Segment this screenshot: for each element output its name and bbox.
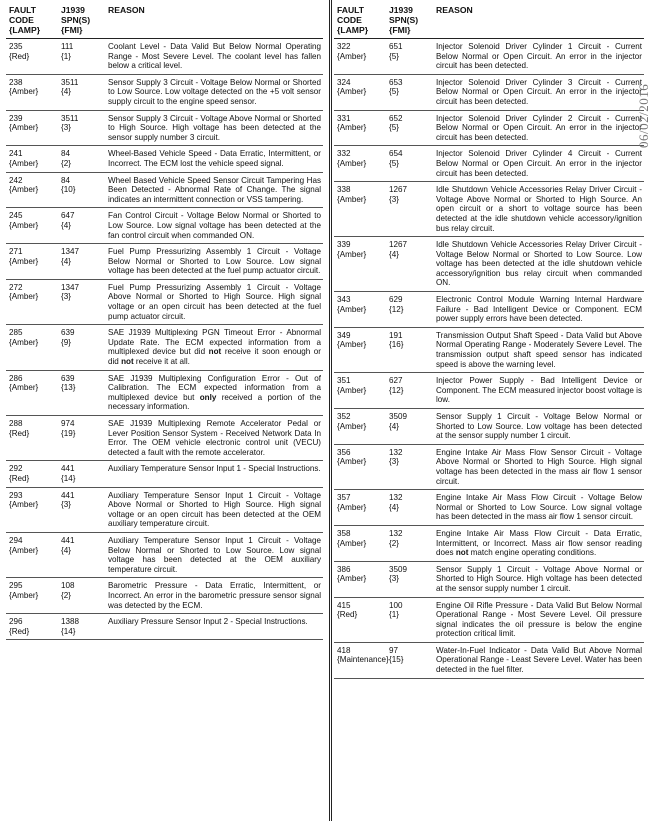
reason-cell: Injector Solenoid Driver Cylinder 2 Circuit - Current Below Normal or Open Circuit. An error in the injector circuit has been detected. <box>434 110 644 146</box>
fmi-value: {14} <box>61 626 76 636</box>
fmi-value: {16} <box>389 340 404 350</box>
reason-cell: Coolant Level - Data Valid But Below Normal Operating Range - Most Severe Level. The coolant level has fallen below a critical level. <box>106 39 323 75</box>
fault-code-cell <box>334 409 387 445</box>
fault-code: 272 <box>9 282 23 292</box>
spn-fmi-cell <box>59 370 106 415</box>
spn-fmi-cell <box>59 461 106 487</box>
lamp-color: {Red} <box>9 51 30 61</box>
spn-value: 111 <box>61 42 74 51</box>
table-row <box>6 532 323 577</box>
fault-code: 239 <box>9 113 23 123</box>
table-row <box>6 74 323 110</box>
fmi-value: {19} <box>61 428 76 438</box>
lamp-color: {Amber} <box>337 123 367 133</box>
header-fault-code: FAULT CODE {LAMP} <box>6 4 59 39</box>
spn-fmi-cell <box>59 325 106 370</box>
table-row <box>334 490 644 526</box>
spn-value: 1347 <box>61 282 80 292</box>
reason-cell: Sensor Supply 1 Circuit - Voltage Below Normal or Shorted to Low Source. Low voltage has been detected at the sensor supply number 1 circuit. <box>434 409 644 445</box>
fmi-value: {3} <box>389 457 399 467</box>
table-row <box>334 182 644 237</box>
spn-fmi-cell <box>387 597 434 642</box>
reason-text: SAE J1939 Multiplexing Configuration Error - Out of Calibration. The ECM expected information from a multiplexed device but <box>108 373 321 402</box>
reason-cell: Transmission Output Shaft Speed - Data Valid but Above Normal Operating Range - Moderately Severe Level. The transmission output shaft speed sensor has indicated speed is above the warning level. <box>434 327 644 372</box>
fault-code: 238 <box>9 77 23 87</box>
table-body-right <box>334 39 644 679</box>
fmi-value: {3} <box>389 574 399 584</box>
lamp-color: {Amber} <box>337 340 367 350</box>
reason-text: SAE J1939 Multiplexing PGN Timeout Error - Abnormal Update Rate. The ECM expected information from a multiplexed device but did <box>108 328 321 357</box>
fault-code: 331 <box>337 113 351 123</box>
spn-fmi-cell <box>59 146 106 172</box>
spn-value: 639 <box>61 328 75 338</box>
reason-text: receive it soon enough or did <box>108 347 322 367</box>
reason-cell: Fuel Pump Pressurizing Assembly 1 Circuit - Voltage Below Normal or Shorted to Low Source. Low signal voltage has been detected at the fuel pump actuator circuit. <box>106 244 323 280</box>
lamp-color: {Amber} <box>9 220 39 230</box>
table-row <box>334 525 644 561</box>
table-row <box>334 597 644 642</box>
spn-fmi-cell <box>59 74 106 110</box>
fmi-value: {2} <box>389 538 399 548</box>
center-divider <box>331 0 332 821</box>
lamp-color: {Amber} <box>9 158 39 168</box>
fault-code-cell <box>334 39 387 75</box>
spn-fmi-cell <box>387 490 434 526</box>
table-row <box>6 208 323 244</box>
reason-cell: Engine Oil Rifle Pressure - Data Valid But Below Normal Operational Range - Most Severe Level. Oil pressure signal indicates the oil pressure is below the engine protection critical limit. <box>434 597 644 642</box>
fault-code: 245 <box>9 211 23 221</box>
fault-code-cell <box>6 578 59 614</box>
lamp-color: {Amber} <box>9 87 39 97</box>
fmi-value: {5} <box>389 123 399 133</box>
table-row <box>6 325 323 370</box>
spn-value: 647 <box>61 211 75 221</box>
header-reason: REASON <box>434 4 644 39</box>
spn-fmi-cell <box>387 39 434 75</box>
table-row <box>334 237 644 292</box>
spn-fmi-cell <box>59 244 106 280</box>
spn-fmi-cell <box>387 110 434 146</box>
fault-code: 271 <box>9 247 23 257</box>
lamp-color: {Amber} <box>337 502 367 512</box>
spn-value: 97 <box>389 645 399 655</box>
fault-code-cell <box>6 39 59 75</box>
spn-fmi-cell <box>59 172 106 208</box>
fmi-value: {3} <box>389 194 399 204</box>
fmi-value: {14} <box>61 473 76 483</box>
fmi-value: {9} <box>61 337 71 347</box>
table-row <box>6 461 323 487</box>
fault-code: 322 <box>337 42 351 51</box>
fault-code-cell <box>334 525 387 561</box>
spn-value: 441 <box>61 490 75 500</box>
reason-cell <box>434 525 644 561</box>
fault-code-cell <box>6 461 59 487</box>
fault-code-cell <box>6 74 59 110</box>
fault-code-cell <box>334 146 387 182</box>
table-row <box>334 642 644 678</box>
table-row <box>6 416 323 461</box>
fault-code: 338 <box>337 185 351 195</box>
fmi-value: {4} <box>389 249 399 259</box>
spn-fmi-cell <box>59 110 106 146</box>
spn-value: 1267 <box>389 240 408 250</box>
fault-code: 356 <box>337 447 351 457</box>
reason-text: receive it at all. <box>133 357 190 367</box>
fault-code: 357 <box>337 493 351 503</box>
table-row <box>6 279 323 324</box>
fmi-value: {1} <box>389 610 399 620</box>
spn-value: 1347 <box>61 247 80 257</box>
spn-fmi-cell <box>59 578 106 614</box>
fault-code-cell <box>334 327 387 372</box>
reason-text: Engine Intake Air Mass Flow Circuit - Data Erratic, Intermittent, or Incorrect. Mass air flow sensor reading does <box>436 528 642 558</box>
fault-code: 418 <box>337 645 351 655</box>
lamp-color: {Amber} <box>337 249 367 259</box>
fault-code-cell <box>6 325 59 370</box>
fault-code-cell <box>6 172 59 208</box>
date-stamp: 06/02/2016 <box>636 83 651 148</box>
fault-code: 295 <box>9 581 23 591</box>
fault-code: 349 <box>337 330 351 340</box>
table-row <box>334 409 644 445</box>
spn-fmi-cell <box>59 614 106 640</box>
spn-value: 627 <box>389 376 403 386</box>
spn-fmi-cell <box>387 182 434 237</box>
fmi-value: {2} <box>61 590 71 600</box>
spn-value: 100 <box>389 600 403 610</box>
fault-code-cell <box>6 146 59 172</box>
fault-code-cell <box>6 208 59 244</box>
fault-code-cell <box>334 237 387 292</box>
spn-fmi-cell <box>387 146 434 182</box>
fault-code: 285 <box>9 328 23 338</box>
spn-value: 3511 <box>61 77 79 87</box>
spn-fmi-cell <box>59 416 106 461</box>
fault-code-cell <box>6 244 59 280</box>
spn-value: 651 <box>389 42 403 51</box>
lamp-color: {Amber} <box>9 292 39 302</box>
fault-code-cell <box>6 487 59 532</box>
fault-code-cell <box>334 642 387 678</box>
fault-code-cell <box>334 490 387 526</box>
lamp-color: {Amber} <box>337 194 367 204</box>
left-column <box>6 4 323 640</box>
right-column <box>334 4 644 679</box>
fault-code: 296 <box>9 617 23 627</box>
table-row <box>334 74 644 110</box>
fault-code: 242 <box>9 175 23 185</box>
reason-cell: Fuel Pump Pressurizing Assembly 1 Circuit - Voltage Above Normal or Shorted to High Source. High signal voltage or an open circuit has been detected at the fuel pump actuator circuit. <box>106 279 323 324</box>
lamp-color: {Amber} <box>9 337 39 347</box>
reason-cell: Idle Shutdown Vehicle Accessories Relay Driver Circuit - Voltage Below Normal or Shorted to Low Source. Low voltage has been detected at the idle shutdown vehicle accessory/ignition bus relay circuit when commanded ON. <box>434 237 644 292</box>
fault-code-cell <box>334 373 387 409</box>
reason-cell: Auxiliary Pressure Sensor Input 2 - Special Instructions. <box>106 614 323 640</box>
fmi-value: {4} <box>61 87 71 97</box>
table-row <box>6 614 323 640</box>
spn-fmi-cell <box>59 279 106 324</box>
reason-cell: Injector Power Supply - Bad Intelligent Device or Component. The ECM measured injector boost voltage is low. <box>434 373 644 409</box>
reason-cell: Injector Solenoid Driver Cylinder 4 Circuit - Current Below Normal or Open Circuit. An error in the injector circuit has been detected. <box>434 146 644 182</box>
lamp-color: {Amber} <box>9 123 39 133</box>
fmi-value: {12} <box>389 385 404 395</box>
table-row <box>334 146 644 182</box>
spn-fmi-cell <box>387 525 434 561</box>
reason-cell: Electronic Control Module Warning Internal Hardware Failure - Bad Intelligent Device or Component. ECM power supply errors have been detected. <box>434 292 644 328</box>
fault-code: 286 <box>9 373 23 383</box>
fmi-value: {3} <box>61 123 71 133</box>
spn-fmi-cell <box>387 444 434 489</box>
lamp-color: {Amber} <box>337 457 367 467</box>
fmi-value: {5} <box>389 87 399 97</box>
spn-fmi-cell <box>387 292 434 328</box>
table-row <box>6 370 323 415</box>
lamp-color: {Amber} <box>337 87 367 97</box>
fmi-value: {10} <box>61 185 76 195</box>
fault-code-cell <box>6 416 59 461</box>
fmi-value: {5} <box>389 51 399 61</box>
fmi-value: {4} <box>389 421 399 431</box>
lamp-color: {Red} <box>337 610 358 620</box>
emphasis-text: only <box>199 392 217 402</box>
spn-value: 132 <box>389 493 403 503</box>
fault-code: 288 <box>9 419 23 428</box>
fault-code: 294 <box>9 535 23 545</box>
fault-code-table-right <box>334 4 644 679</box>
fault-code-cell <box>6 532 59 577</box>
fault-code: 352 <box>337 412 351 421</box>
reason-cell: SAE J1939 Multiplexing Remote Accelerator Pedal or Lever Position Sensor System - Received Network Data In Error. The OEM vehicle electronic control unit (VECU) detected a fault with the remote accelerator. <box>106 416 323 461</box>
lamp-color: {Amber} <box>337 304 367 314</box>
center-divider <box>329 0 330 821</box>
table-header-row <box>6 4 323 39</box>
fmi-value: {4} <box>61 545 71 555</box>
spn-value: 191 <box>389 330 403 340</box>
fault-code: 292 <box>9 464 23 474</box>
spn-value: 629 <box>389 295 403 305</box>
fault-code: 293 <box>9 490 23 500</box>
reason-cell: Auxiliary Temperature Sensor Input 1 Circuit - Voltage Below Normal or Shorted to Low Source. Low signal voltage has been detected at the OEM auxiliary temperature circuit. <box>106 532 323 577</box>
table-row <box>6 146 323 172</box>
table-row <box>6 244 323 280</box>
spn-fmi-cell <box>387 409 434 445</box>
table-row <box>334 327 644 372</box>
lamp-color: {Amber} <box>337 385 367 395</box>
spn-fmi-cell <box>387 642 434 678</box>
spn-fmi-cell <box>59 208 106 244</box>
fault-code-cell <box>6 370 59 415</box>
emphasis-text: not <box>208 347 222 357</box>
lamp-color: {Red} <box>9 473 30 483</box>
table-row <box>334 110 644 146</box>
fmi-value: {12} <box>389 304 404 314</box>
table-row <box>334 444 644 489</box>
fmi-value: {4} <box>61 220 71 230</box>
table-row <box>334 39 644 75</box>
spn-value: 639 <box>61 373 75 383</box>
fault-code: 351 <box>337 376 351 386</box>
lamp-color: {Maintenance} <box>337 655 389 665</box>
fmi-value: {4} <box>61 256 71 266</box>
reason-cell: Wheel-Based Vehicle Speed - Data Erratic, Intermittent, or Incorrect. The ECM lost the vehicle speed signal. <box>106 146 323 172</box>
lamp-color: {Amber} <box>337 421 367 431</box>
lamp-color: {Amber} <box>337 574 367 584</box>
fault-code-cell <box>334 292 387 328</box>
fmi-value: {2} <box>61 158 71 168</box>
spn-value: 653 <box>389 77 403 87</box>
fault-code: 324 <box>337 77 351 87</box>
emphasis-text: not <box>455 548 469 558</box>
table-row <box>334 373 644 409</box>
reason-cell: Water-In-Fuel Indicator - Data Valid But Above Normal Operational Range - Least Severe Level. Water has been detected in the fuel filter. <box>434 642 644 678</box>
spn-value: 652 <box>389 113 403 123</box>
table-row <box>6 110 323 146</box>
spn-value: 84 <box>61 149 71 159</box>
table-header-row <box>334 4 644 39</box>
table-row <box>334 292 644 328</box>
fault-code-cell <box>334 597 387 642</box>
fault-code: 386 <box>337 564 351 574</box>
fault-code-cell <box>6 614 59 640</box>
spn-value: 3511 <box>61 113 79 123</box>
spn-value: 441 <box>61 535 75 545</box>
fault-code-cell <box>334 444 387 489</box>
emphasis-text: not <box>121 357 134 367</box>
spn-fmi-cell <box>387 237 434 292</box>
spn-value: 108 <box>61 581 75 591</box>
reason-cell: Auxiliary Temperature Sensor Input 1 - Special Instructions. <box>106 461 323 487</box>
fault-code: 241 <box>9 149 23 159</box>
fault-code: 235 <box>9 42 23 51</box>
reason-cell: Injector Solenoid Driver Cylinder 3 Circuit - Current Below Normal or Open Circuit. An error in the injector circuit has been detected. <box>434 74 644 110</box>
spn-fmi-cell <box>59 532 106 577</box>
reason-text: received a portion of the necessary information. <box>108 392 321 412</box>
reason-cell: Sensor Supply 3 Circuit - Voltage Above Normal or Shorted to High Source. High voltage has been detected at the sensor supply number 3 circuit. <box>106 110 323 146</box>
reason-text: match engine operating conditions. <box>468 548 597 558</box>
spn-fmi-cell <box>59 39 106 75</box>
fault-code: 339 <box>337 240 351 250</box>
spn-fmi-cell <box>387 327 434 372</box>
spn-value: 3509 <box>389 564 408 574</box>
table-row <box>6 39 323 75</box>
table-row <box>6 487 323 532</box>
spn-fmi-cell <box>387 74 434 110</box>
spn-value: 654 <box>389 149 403 159</box>
reason-cell: Injector Solenoid Driver Cylinder 1 Circuit - Current Below Normal or Open Circuit. An error in the injector circuit has been detected. <box>434 39 644 75</box>
spn-fmi-cell <box>387 561 434 597</box>
spn-value: 3509 <box>389 412 408 421</box>
spn-value: 132 <box>389 528 403 538</box>
lamp-color: {Amber} <box>9 185 39 195</box>
spn-value: 441 <box>61 464 75 474</box>
lamp-color: {Amber} <box>9 545 39 555</box>
reason-cell <box>106 370 323 415</box>
reason-cell: Auxiliary Temperature Sensor Input 1 Circuit - Voltage Above Normal or Shorted to High Source. High signal voltage or an open circuit has been detected at the OEM auxiliary temperature circuit. <box>106 487 323 532</box>
spn-value: 974 <box>61 419 75 428</box>
header-fault-code: FAULT CODE {LAMP} <box>334 4 387 39</box>
spn-value: 1388 <box>61 617 80 627</box>
reason-cell: Fan Control Circuit - Voltage Below Normal or Shorted to Low Source. Low signal voltage has been detected at the fan control circuit when commanded ON. <box>106 208 323 244</box>
reason-cell: Sensor Supply 3 Circuit - Voltage Below Normal or Shorted to Low Source. Low voltage detected on the +5 volt sensor supply circuit to the engine speed sensor. <box>106 74 323 110</box>
reason-cell: Engine Intake Air Mass Flow Sensor Circuit - Voltage Above Normal or Shorted to High Source. High signal voltage has been detected in the mass air flow 1 sensor circuit. <box>434 444 644 489</box>
lamp-color: {Amber} <box>337 51 367 61</box>
fmi-value: {3} <box>61 292 71 302</box>
reason-cell: Idle Shutdown Vehicle Accessories Relay Driver Circuit - Voltage Above Normal or Shorted to High Source. An open circuit or a short to voltage source has been detected at the idle shutdown vehicle accessory/ignition bus relay circuit. <box>434 182 644 237</box>
fault-code-cell <box>334 74 387 110</box>
reason-cell: Sensor Supply 1 Circuit - Voltage Above Normal or Shorted to High Source. High voltage has been detected at the sensor supply number 1 circuit. <box>434 561 644 597</box>
fmi-value: {1} <box>61 51 71 61</box>
fault-code-cell <box>6 279 59 324</box>
header-reason: REASON <box>106 4 323 39</box>
spn-fmi-cell <box>387 373 434 409</box>
fmi-value: {3} <box>61 500 71 510</box>
table-body-left <box>6 39 323 640</box>
lamp-color: {Red} <box>9 428 30 438</box>
spn-value: 132 <box>389 447 403 457</box>
table-row <box>6 172 323 208</box>
reason-cell: Wheel Based Vehicle Speed Sensor Circuit Tampering Has Been Detected - Abnormal Rate of Change. The signal indicates an intermittent connection or VSS tampering. <box>106 172 323 208</box>
fault-code-table-left <box>6 4 323 640</box>
fault-code-cell <box>334 110 387 146</box>
fmi-value: {15} <box>389 655 404 665</box>
lamp-color: {Amber} <box>337 158 367 168</box>
spn-value: 84 <box>61 175 71 185</box>
lamp-color: {Amber} <box>9 256 39 266</box>
table-row <box>6 578 323 614</box>
fmi-value: {4} <box>389 502 399 512</box>
lamp-color: {Amber} <box>9 590 39 600</box>
table-row <box>334 561 644 597</box>
fmi-value: {13} <box>61 383 76 393</box>
header-spn-fmi: J1939 SPN(S) {FMI} <box>59 4 106 39</box>
fault-code: 343 <box>337 295 351 305</box>
fault-code-cell <box>6 110 59 146</box>
lamp-color: {Amber} <box>9 500 39 510</box>
reason-cell <box>106 325 323 370</box>
fault-code: 358 <box>337 528 351 538</box>
fault-code: 332 <box>337 149 351 159</box>
lamp-color: {Amber} <box>337 538 367 548</box>
fault-code-cell <box>334 182 387 237</box>
fmi-value: {5} <box>389 158 399 168</box>
header-spn-fmi: J1939 SPN(S) {FMI} <box>387 4 434 39</box>
spn-value: 1267 <box>389 185 408 195</box>
fault-code: 415 <box>337 600 351 610</box>
spn-fmi-cell <box>59 487 106 532</box>
reason-cell: Barometric Pressure - Data Erratic, Intermittent, or Incorrect. An error in the barometric pressure sensor signal was detected by the ECM. <box>106 578 323 614</box>
fault-code-cell <box>334 561 387 597</box>
reason-cell: Engine Intake Air Mass Flow Circuit - Voltage Below Normal or Shorted to Low Source. Low signal voltage has been detected in the mass air flow 1 sensor circuit. <box>434 490 644 526</box>
lamp-color: {Amber} <box>9 383 39 393</box>
lamp-color: {Red} <box>9 626 30 636</box>
